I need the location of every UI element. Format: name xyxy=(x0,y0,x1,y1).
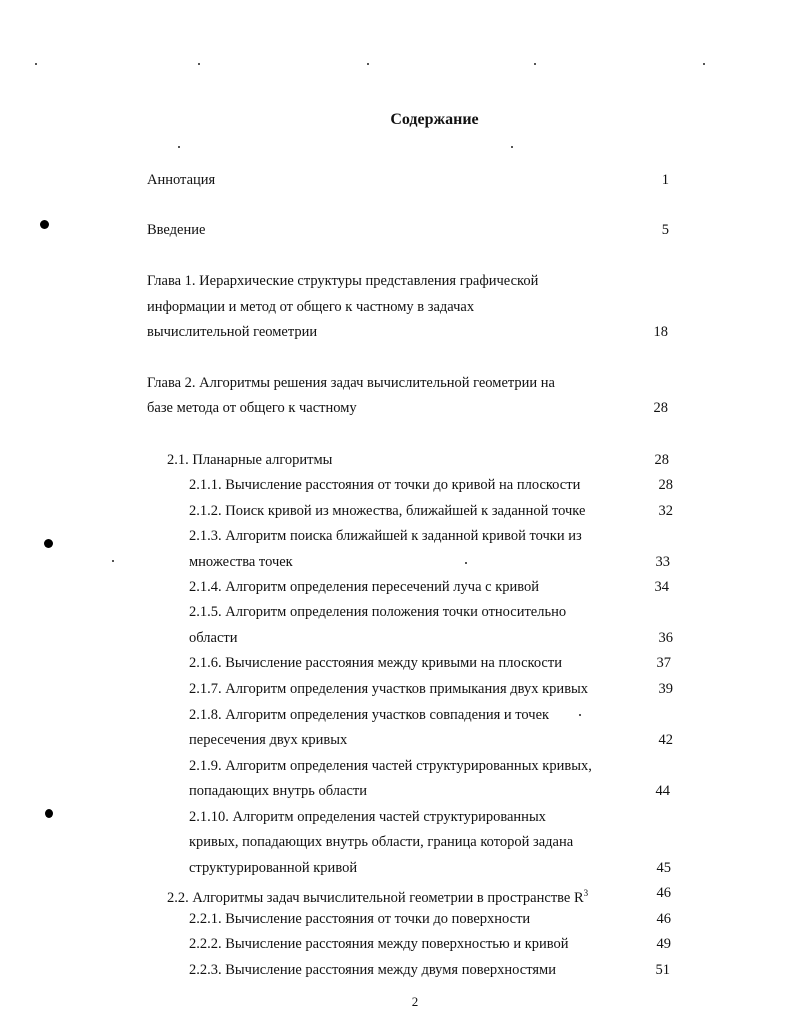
toc-entry-chapter-2: базе метода от общего к частному xyxy=(147,400,357,416)
punch-hole-mark xyxy=(45,809,53,818)
punch-hole-mark xyxy=(44,539,53,548)
toc-entry-2-1-1: 2.1.1. Вычисление расстояния от точки до кривой на плоскости xyxy=(189,477,581,493)
toc-entry-intro: Введение xyxy=(147,222,206,238)
scan-speck xyxy=(511,146,513,148)
toc-entry-chapter-1: информации и метод от общего к частному в задачах xyxy=(147,299,475,315)
toc-entry-2-1-5: 2.1.5. Алгоритм определения положения точки относительно xyxy=(189,604,567,620)
toc-page-section-2-2: 46 xyxy=(656,885,671,901)
toc-entry-2-1-3: множества точек xyxy=(189,554,293,570)
toc-page-2-1-4: 34 xyxy=(654,579,669,595)
toc-entry-chapter-1: вычислительной геометрии xyxy=(147,324,318,340)
toc-entry-section-2-2 xyxy=(167,884,588,907)
toc-page-annotation: 1 xyxy=(661,172,669,188)
toc-entry-2-1-4: 2.1.4. Алгоритм определения пересечений луча с кривой xyxy=(189,579,540,595)
scan-speck xyxy=(465,562,467,564)
toc-page-chapter-2: 28 xyxy=(653,400,668,416)
toc-page-2-1-6: 37 xyxy=(656,655,671,671)
toc-entry-2-1-10: структурированной кривой xyxy=(189,860,358,876)
page-title: Содержание xyxy=(390,111,479,128)
toc-page-section-2-1: 28 xyxy=(654,452,669,468)
scan-speck xyxy=(198,63,200,65)
toc-page-2-1-3: 33 xyxy=(655,554,670,570)
scan-speck xyxy=(534,63,536,65)
toc-page-2-2-1: 46 xyxy=(656,911,671,927)
toc-page-2-1-8: 42 xyxy=(658,732,673,748)
toc-page-2-1-7: 39 xyxy=(658,681,673,697)
toc-page-intro: 5 xyxy=(661,222,669,238)
toc-page-2-1-5: 36 xyxy=(658,630,673,646)
toc-entry-2-2-3: 2.2.3. Вычисление расстояния между двумя поверхностями xyxy=(189,962,556,978)
scan-speck xyxy=(703,63,705,65)
toc-page-2-1-10: 45 xyxy=(656,860,671,876)
toc-entry-2-1-9: попадающих внутрь области xyxy=(189,783,367,799)
toc-page-2-1-9: 44 xyxy=(655,783,670,799)
toc-page-2-2-3: 51 xyxy=(655,962,670,978)
toc-page-2-1-2: 32 xyxy=(658,503,673,519)
scan-speck xyxy=(35,63,37,65)
scan-speck xyxy=(112,560,114,562)
scan-speck xyxy=(367,63,369,65)
toc-page-2-1-1: 28 xyxy=(658,477,673,493)
toc-entry-2-1-9: 2.1.9. Алгоритм определения частей структурированных кривых, xyxy=(189,758,592,774)
toc-entry-2-1-3: 2.1.3. Алгоритм поиска ближайшей к заданной кривой точки из xyxy=(189,528,582,544)
toc-entry-2-2-2: 2.2.2. Вычисление расстояния между поверхностью и кривой xyxy=(189,936,569,952)
toc-entry-2-1-6: 2.1.6. Вычисление расстояния между кривыми на плоскости xyxy=(189,655,562,671)
toc-entry-2-1-8: пересечения двух кривых xyxy=(189,732,348,748)
toc-entry-chapter-1: Глава 1. Иерархические структуры представления графической xyxy=(147,273,539,289)
toc-entry-2-2-1: 2.2.1. Вычисление расстояния от точки до поверхности xyxy=(189,911,531,927)
page-number: 2 xyxy=(411,994,419,1009)
toc-entry-2-1-5: области xyxy=(189,630,238,646)
punch-hole-mark xyxy=(40,220,49,229)
toc-entry-2-1-10: кривых, попадающих внутрь области, граница которой задана xyxy=(189,834,574,850)
section-2-2-title: 2.2. Алгоритмы задач вычислительной геометрии в пространстве R xyxy=(167,890,584,906)
toc-page-chapter-1: 18 xyxy=(653,324,668,340)
toc-entry-2-1-7: 2.1.7. Алгоритм определения участков примыкания двух кривых xyxy=(189,681,589,697)
toc-page-2-2-2: 49 xyxy=(656,936,671,952)
toc-entry-2-1-10: 2.1.10. Алгоритм определения частей структурированных xyxy=(189,809,546,825)
superscript-3: 3 xyxy=(583,888,589,898)
toc-entry-annotation: Аннотация xyxy=(147,172,216,188)
toc-entry-2-1-8: 2.1.8. Алгоритм определения участков совпадения и точек xyxy=(189,707,550,723)
toc-entry-chapter-2: Глава 2. Алгоритмы решения задач вычислительной геометрии на xyxy=(147,375,555,391)
scan-speck xyxy=(178,146,180,148)
scan-speck xyxy=(579,714,581,716)
toc-entry-section-2-1: 2.1. Планарные алгоритмы xyxy=(167,452,333,468)
toc-entry-2-1-2: 2.1.2. Поиск кривой из множества, ближайшей к заданной точке xyxy=(189,503,586,519)
